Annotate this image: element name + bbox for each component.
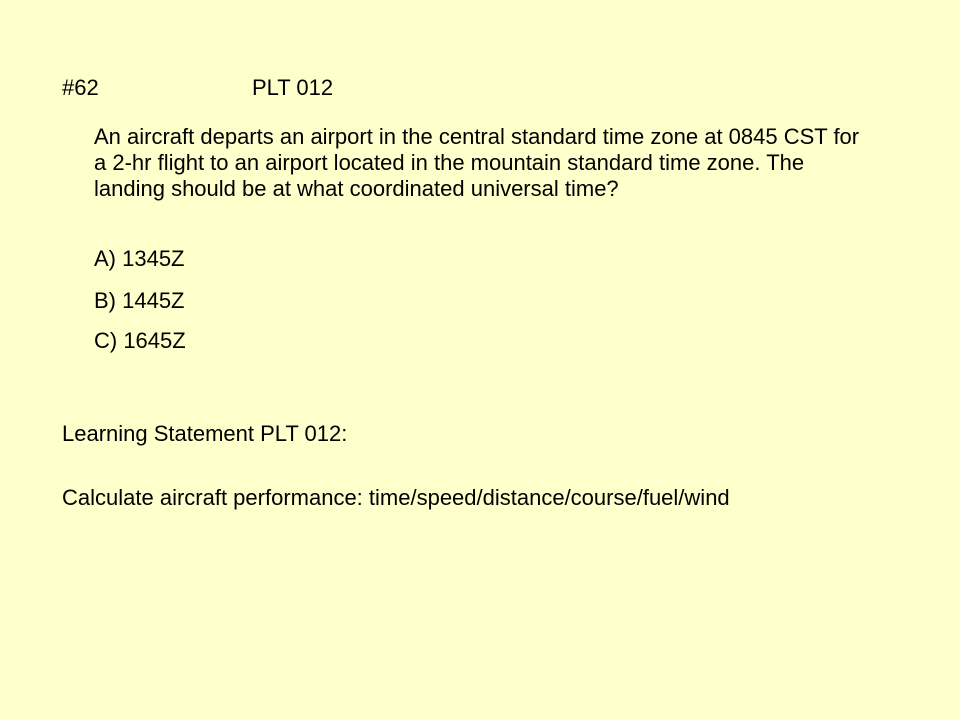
answer-option-b: B) 1445Z — [94, 288, 185, 313]
question-code: PLT 012 — [252, 75, 334, 100]
question-number: #62 — [62, 75, 99, 100]
learning-statement-title: Learning Statement PLT 012: — [62, 421, 348, 446]
learning-statement-text: Calculate aircraft performance: time/speed/distance/course/fuel/wind — [62, 485, 730, 510]
answer-option-a: A) 1345Z — [94, 246, 185, 271]
question-text: An aircraft departs an airport in the central standard time zone at 0845 CST for a 2-hr flight to an airport located in the mountain standard time zone. The landing should be at what coordinated universal time? — [94, 124, 860, 201]
answer-option-c: C) 1645Z — [94, 328, 186, 353]
